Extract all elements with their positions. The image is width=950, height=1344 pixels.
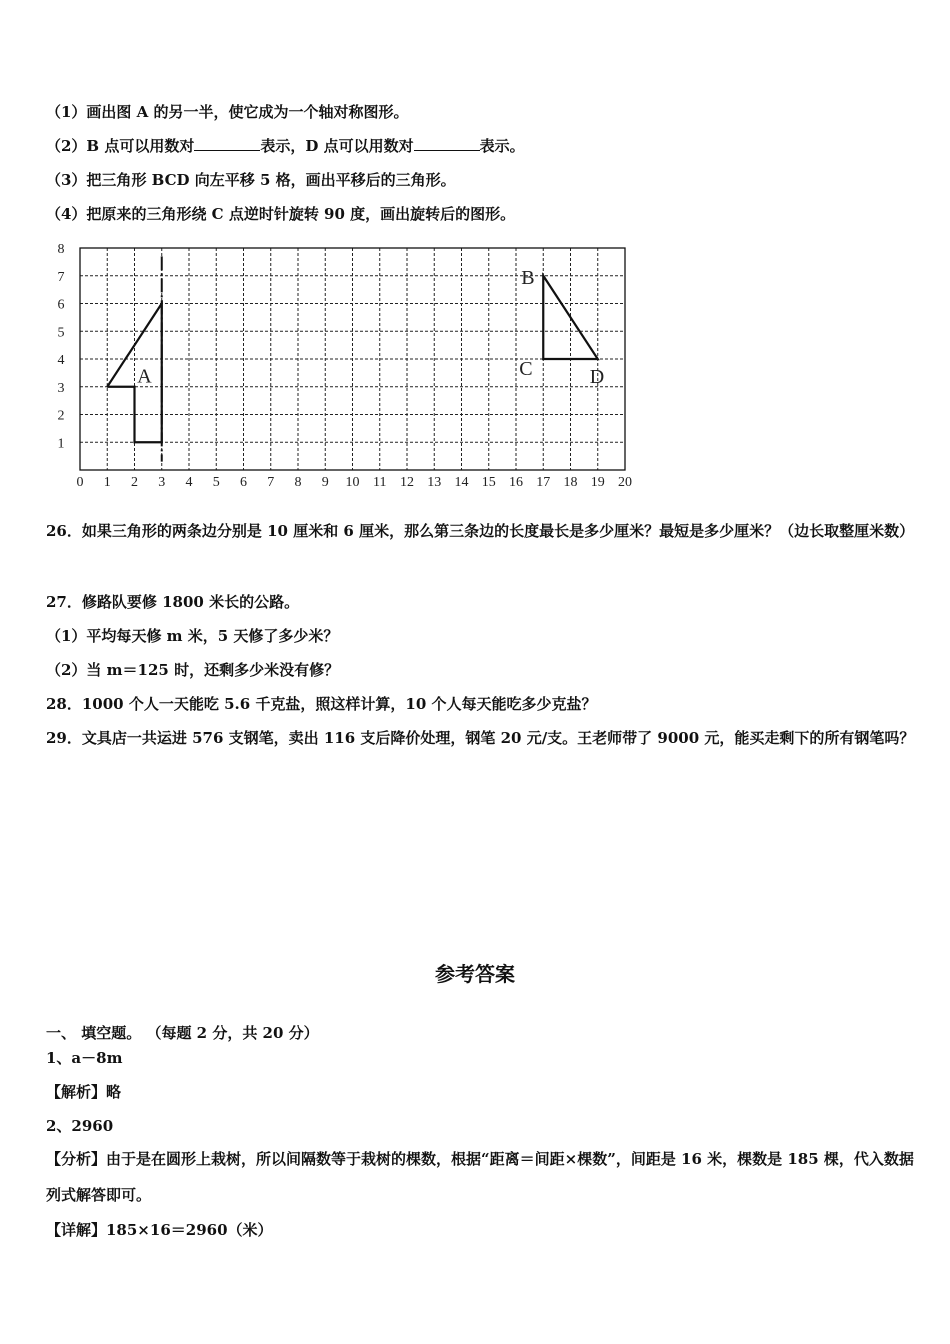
point-c-label: C [519, 358, 533, 380]
x-tick-label: 11 [373, 475, 387, 490]
y-tick-label: 4 [57, 353, 65, 368]
question-28: 28．1000 个人一天能吃 5.6 千克盐，照这样计算，10 个人每天能吃多少克盐？ [46, 695, 597, 713]
shape-a-label: A [137, 365, 152, 388]
question-27: 27．修路队要修 1800 米长的公路。 [46, 593, 300, 611]
x-tick-label: 13 [427, 475, 442, 490]
x-tick-label: 12 [400, 475, 414, 490]
y-tick-label: 2 [57, 408, 65, 424]
answer-2: 2、2960 [46, 1117, 114, 1135]
question-26: 26．如果三角形的两条边分别是 10 厘米和 6 厘米，那么第三条边的长度最长是多少厘米？最短是多少厘米？（边长取整厘米数） [46, 522, 915, 540]
x-tick-label: 14 [454, 475, 469, 490]
q25-sub4: （4）把原来的三角形绕 C 点逆时针旋转 90 度，画出旋转后的图形。 [46, 205, 516, 223]
question-27-sub2: （2）当 m＝125 时，还剩多少米没有修？ [46, 661, 340, 679]
x-tick-label: 16 [509, 475, 523, 490]
x-tick-label: 5 [212, 475, 220, 490]
x-tick-label: 7 [267, 475, 275, 490]
question-27-sub1: （1）平均每天修 m 米，5 天修了多少米？ [46, 627, 339, 645]
x-tick-label: 4 [185, 475, 193, 490]
x-tick-label: 2 [131, 475, 138, 490]
x-tick-label: 8 [294, 475, 302, 490]
q25-sub2-part3: 表示。 [479, 137, 525, 155]
x-tick-label: 17 [536, 475, 551, 490]
x-tick-label: 9 [321, 475, 329, 490]
q25-sub2-part2: 表示，D 点可以用数对 [260, 137, 414, 155]
answers-section-heading: 一、 填空题。 （每题 2 分，共 20 分） [46, 1024, 319, 1042]
q25-sub2-part1: （2）B 点可以用数对 [46, 137, 195, 155]
answer-2-detail: 【详解】185×16＝2960（米） [46, 1221, 273, 1239]
y-tick-label: 1 [57, 436, 65, 452]
y-tick-label: 8 [57, 242, 65, 257]
x-tick-label: 18 [563, 475, 578, 490]
y-tick-label: 3 [57, 380, 65, 396]
answer-1: 1、a－8m [46, 1049, 123, 1067]
x-tick-label: 0 [76, 475, 84, 490]
coordinate-grid-figure [0, 0, 950, 500]
y-tick-label: 7 [57, 269, 65, 285]
answer-2-analysis: 【分析】由于是在圆形上栽树，所以间隔数等于栽树的棵数，根据“距离＝间距×棵数”，间距是 16 米，棵数是 185 棵，代入数据列式解答即可。 [46, 1150, 914, 1204]
y-tick-label: 5 [57, 325, 65, 341]
x-tick-label: 15 [481, 475, 496, 490]
x-tick-label: 1 [103, 475, 111, 490]
x-tick-label: 19 [590, 475, 605, 490]
point-d-label: D [589, 366, 605, 388]
x-tick-label: 6 [240, 475, 247, 490]
point-b-label: B [521, 266, 535, 289]
q25-sub3: （3）把三角形 BCD 向左平移 5 格，画出平移后的三角形。 [46, 171, 456, 189]
x-tick-label: 20 [618, 475, 632, 490]
answer-1-analysis: 【解析】略 [46, 1083, 122, 1101]
question-29: 29．文具店一共运进 576 支钢笔，卖出 116 支后降价处理，钢笔 20 元/支。王老师带了 9000 元，能买走剩下的所有钢笔吗？ [46, 729, 915, 747]
y-tick-label: 6 [57, 297, 65, 313]
x-tick-label: 10 [345, 475, 360, 490]
q25-sub1: （1）画出图 A 的另一半，使它成为一个轴对称图形。 [46, 103, 409, 121]
x-tick-label: 3 [158, 475, 166, 490]
answers-title: 参考答案 [435, 962, 515, 986]
